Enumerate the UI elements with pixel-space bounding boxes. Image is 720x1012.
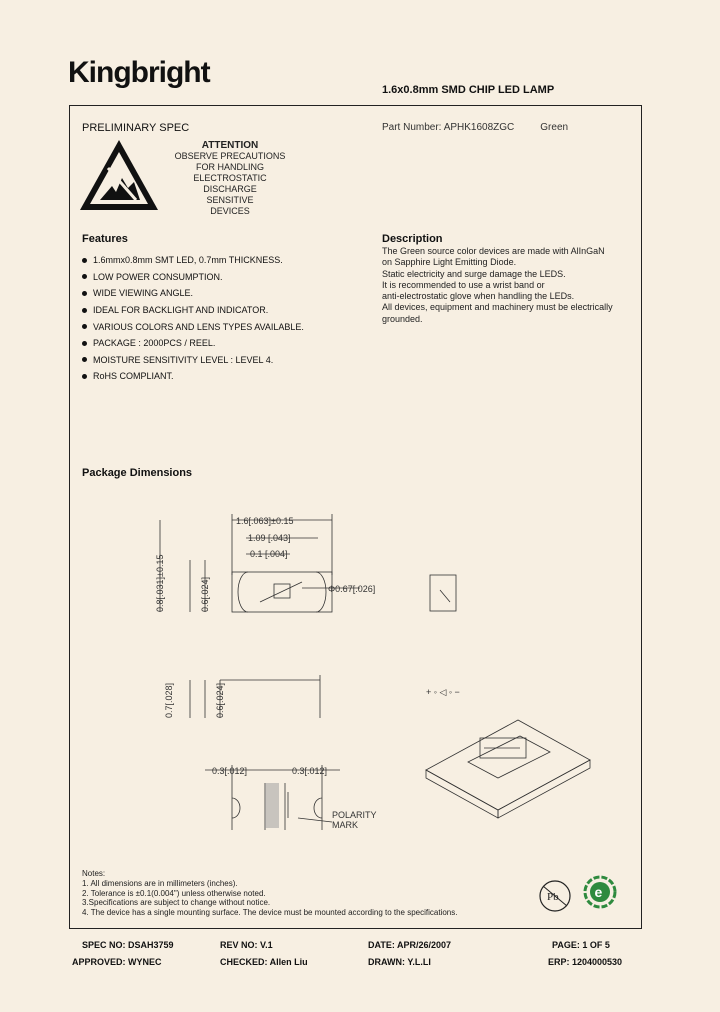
led-color: Green [540,122,569,133]
svg-text:Pb: Pb [547,891,559,903]
description-line: All devices, equipment and machinery must be electrically [382,302,613,313]
drawn-by: DRAWN: Y.L.LI [368,957,431,967]
attention-line: OBSERVE PRECAUTIONS [174,151,286,161]
note-line: 3.Specifications are subject to change without notice. [82,898,271,908]
bullet-icon [82,374,87,379]
description-line: grounded. [382,313,423,324]
feature-item: MOISTURE SENSITIVITY LEVEL : LEVEL 4. [82,352,304,369]
product-title: 1.6x0.8mm SMD CHIP LED LAMP [382,84,555,96]
checked-by: CHECKED: Allen Liu [220,957,308,967]
dim-body-label: 0.6[.024] [215,682,225,718]
dim-inner-label: 1.09 [.043] [248,533,291,543]
pb-free-icon [537,878,573,919]
dim-pad-label: 0.1 [.004] [250,549,288,559]
kingbright-logo: Kingbright [68,56,210,89]
description-line: on Sapphire Light Emitting Diode. [382,257,517,268]
rohs-e-icon [582,874,618,915]
feature-item: 1.6mmx0.8mm SMT LED, 0.7mm THICKNESS. [82,252,304,269]
dim-width-label: 0.8[.031]±0.15 [155,554,165,612]
attention-line: DEVICES [210,206,250,216]
note-line: 4. The device has a single mounting surface. The device must be mounted according to the specifications. [82,908,458,918]
features-heading: Features [82,233,128,245]
page-number: PAGE: 1 OF 5 [552,940,610,950]
description-line: It is recommended to use a wrist band or [382,279,545,290]
dim-length-label: 1.6[.063]±0.15 [236,516,294,526]
bullet-icon [82,341,87,346]
attention-block [160,140,300,217]
description-line: anti-electrostatic glove when handling the LEDs. [382,291,575,302]
bullet-icon [82,274,87,279]
document-date: DATE: APR/26/2007 [368,940,452,950]
notes-heading: Notes: [82,869,106,878]
erp-number: ERP: 1204000530 [548,957,623,967]
notes-block [82,869,457,918]
dim-height-label: 0.7[.028] [164,682,174,718]
package-drawing [70,500,630,865]
feature-item: WIDE VIEWING ANGLE. [82,285,304,302]
package-dimensions-heading: Package Dimensions [82,467,193,479]
description-line: The Green source color devices are made with AlInGaN [382,246,605,256]
bullet-icon [82,258,87,263]
feature-item: IDEAL FOR BACKLIGHT AND INDICATOR. [82,302,304,319]
attention-line: FOR HANDLING [195,162,264,172]
attention-line: DISCHARGE [203,184,257,194]
part-number-line [382,122,568,133]
svg-text:POLARITY: POLARITY [332,810,377,820]
approved-by: APPROVED: WYNEC [72,957,162,967]
dim-diameter-label: Φ0.67[.026] [328,584,376,594]
bullet-icon [82,308,87,313]
features-list [82,252,304,385]
dim-window-label: 0.6[.024] [200,576,210,612]
feature-item: VARIOUS COLORS AND LENS TYPES AVAILABLE. [82,318,304,335]
attention-line: ELECTROSTATIC [193,173,267,183]
description-heading: Description [382,233,443,245]
dim-pad-left-label: 0.3[.012] [212,766,248,776]
svg-text:e: e [594,884,603,900]
preliminary-label: PRELIMINARY SPEC [82,122,190,134]
note-line: 2. Tolerance is ±0.1(0.004") unless otherwise noted. [82,888,266,898]
esd-warning-icon [78,138,160,219]
note-line: 1. All dimensions are in millimeters (inches). [82,878,238,888]
svg-text:MARK: MARK [332,820,359,830]
part-number: Part Number: APHK1608ZGC [382,122,515,133]
description-text [382,246,637,325]
feature-item: RoHS COMPLIANT. [82,368,304,385]
feature-item: PACKAGE : 2000PCS / REEL. [82,335,304,352]
revision-number: REV NO: V.1 [220,940,273,950]
feature-item: LOW POWER CONSUMPTION. [82,269,304,286]
dim-pad-right-label: 0.3[.012] [292,766,328,776]
attention-heading: ATTENTION [201,140,259,151]
description-line: Static electricity and surge damage the LEDS. [382,268,566,279]
svg-text:+ ◦ ◁ ◦ −: + ◦ ◁ ◦ − [426,687,460,697]
attention-line: SENSITIVE [206,195,254,205]
spec-number: SPEC NO: DSAH3759 [82,940,174,950]
bullet-icon [82,357,87,362]
bullet-icon [82,291,87,296]
bullet-icon [82,324,87,329]
